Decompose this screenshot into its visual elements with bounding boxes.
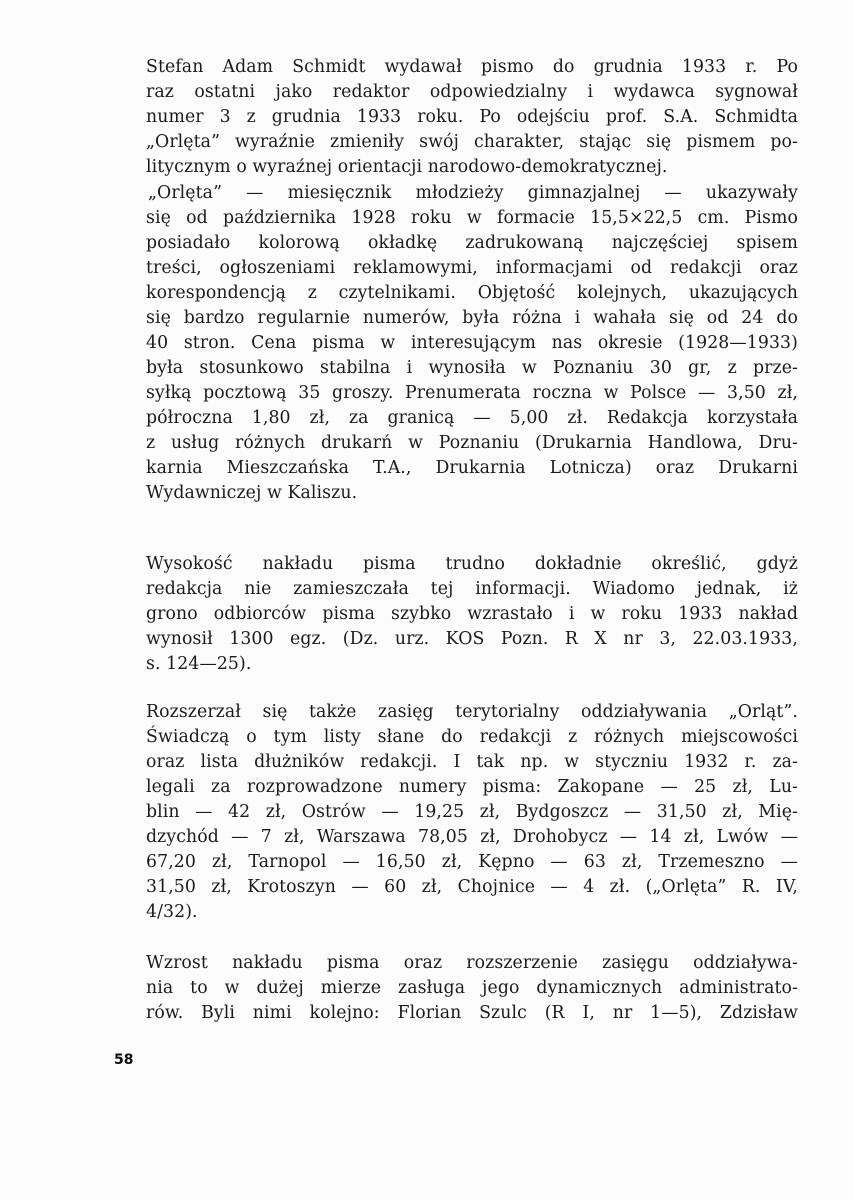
paragraph-4 xyxy=(146,700,798,925)
text-line: nia to w dużej mierze zasługa jego dynamicznych administrato- xyxy=(146,978,798,998)
text-line: 40 stron. Cena pisma w interesującym nas okresie (1928—1933) xyxy=(146,333,798,353)
text-line: półroczna 1,80 zł, za granicą — 5,00 zł. Redakcja korzystała xyxy=(146,408,798,428)
text-line: z usług różnych drukarń w Poznaniu (Drukarnia Handlowa, Dru- xyxy=(146,433,798,453)
text-line: dzychód — 7 zł, Warszawa 78,05 zł, Drohobycz — 14 zł, Lwów — xyxy=(146,827,798,847)
text-line: Wydawniczej w Kaliszu. xyxy=(146,483,358,503)
text-line: Świadczą o tym listy słane do redakcji z różnych miejscowości xyxy=(146,727,798,747)
text-line: karnia Mieszczańska T.A., Drukarnia Lotnicza) oraz Drukarni xyxy=(146,458,798,478)
paragraph-1 xyxy=(146,55,798,180)
text-line: Wzrost nakładu pisma oraz rozszerzenie zasięgu oddziaływa- xyxy=(146,953,798,973)
text-line: numer 3 z grudnia 1933 roku. Po odejściu prof. S.A. Schmidta xyxy=(146,107,798,127)
text-line: 4/32). xyxy=(146,902,198,922)
text-line: rów. Byli nimi kolejno: Florian Szulc (R I, nr 1—5), Zdzisław xyxy=(146,1003,798,1023)
paragraph-5 xyxy=(146,951,798,1026)
text-line: się od października 1928 roku w formacie 15,5×22,5 cm. Pismo xyxy=(146,208,798,228)
text-line: posiadało kolorową okładkę zadrukowaną najczęściej spisem xyxy=(146,233,798,253)
text-line: redakcja nie zamieszczała tej informacji. Wiadomo jednak, iż xyxy=(146,579,798,599)
text-line: korespondencją z czytelnikami. Objętość kolejnych, ukazujących xyxy=(146,283,798,303)
text-line: legali za rozprowadzone numery pisma: Zakopane — 25 zł, Lu- xyxy=(146,777,798,797)
text-line: blin — 42 zł, Ostrów — 19,25 zł, Bydgoszcz — 31,50 zł, Mię- xyxy=(146,802,798,822)
paragraph-2 xyxy=(146,181,798,506)
text-line: oraz lista dłużników redakcji. I tak np. w styczniu 1932 r. za- xyxy=(146,752,798,772)
text-line: syłką pocztową 35 groszy. Prenumerata roczna w Polsce — 3,50 zł, xyxy=(146,383,798,403)
text-line: 31,50 zł, Krotoszyn — 60 zł, Chojnice — 4 zł. („Orlęta” R. IV, xyxy=(146,877,798,897)
text-line: wynosił 1300 egz. (Dz. urz. KOS Pozn. R X nr 3, 22.03.1933, xyxy=(146,629,798,649)
text-line: „Orlęta” — miesięcznik młodzieży gimnazjalnej — ukazywały xyxy=(148,183,798,203)
text-line: litycznym o wyraźnej orientacji narodowo-demokratycznej. xyxy=(146,157,668,177)
text-line: grono odbiorców pisma szybko wzrastało i w roku 1933 nakład xyxy=(146,604,798,624)
text-line: raz ostatni jako redaktor odpowiedzialny i wydawca sygnował xyxy=(146,82,798,102)
text-line: Wysokość nakładu pisma trudno dokładnie określić, gdyż xyxy=(146,554,798,574)
text-line: treści, ogłoszeniami reklamowymi, informacjami od redakcji oraz xyxy=(146,258,798,278)
text-line: Rozszerzał się także zasięg terytorialny oddziaływania „Orląt”. xyxy=(146,702,798,722)
page-number: 58 xyxy=(114,1052,134,1068)
text-line: „Orlęta” wyraźnie zmieniły swój charakter, stając się pismem po- xyxy=(146,132,798,152)
text-line: się bardzo regularnie numerów, była różna i wahała się od 24 do xyxy=(146,308,798,328)
text-line: była stosunkowo stabilna i wynosiła w Poznaniu 30 gr, z prze- xyxy=(146,358,798,378)
text-line: s. 124—25). xyxy=(146,654,252,674)
text-line: 67,20 zł, Tarnopol — 16,50 zł, Kępno — 63 zł, Trzemeszno — xyxy=(146,852,798,872)
text-line: Stefan Adam Schmidt wydawał pismo do grudnia 1933 r. Po xyxy=(146,57,798,77)
paragraph-3 xyxy=(146,552,798,677)
